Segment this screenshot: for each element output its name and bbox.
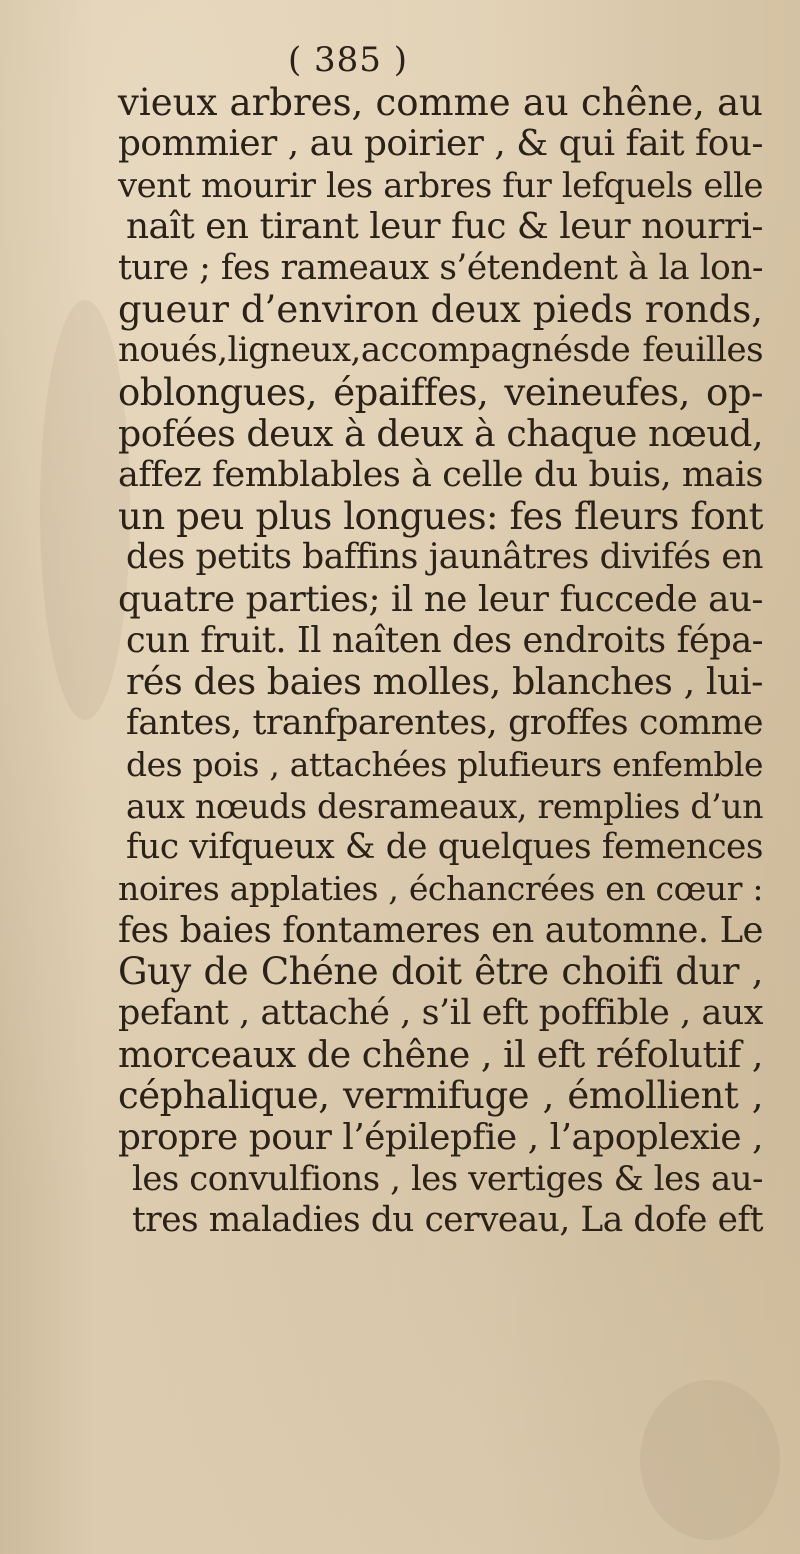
paper-stain [640, 1380, 780, 1540]
text-line: noués,ligneux,accompagnésde feuilles [118, 330, 763, 371]
text-line: pommier , au poirier , & qui fait fou- [118, 123, 763, 165]
text-line: des petits baffins jaunâtres divifés en [126, 537, 763, 578]
text-line: rés des baies molles, blanches , lui- [126, 660, 763, 704]
text-line: vent mourir les arbres fur lefquels elle [118, 165, 763, 205]
text-line: fuc vifqueux & de quelques femences [126, 827, 763, 868]
text-line: des pois , attachées plufieurs enfemble [126, 745, 763, 785]
text-line: affez femblables à celle du buis, mais [118, 454, 763, 495]
body-text [118, 82, 763, 1241]
text-line: fantes, tranfparentes, groffes comme [126, 702, 763, 743]
text-line: quatre parties; il ne leur fuccede au- [118, 578, 763, 620]
paper-stain [40, 300, 130, 720]
text-line: les convulfions , les vertiges & les au- [132, 1159, 763, 1199]
text-line: vieux arbres, comme au chêne, au [118, 81, 763, 124]
text-line: Guy de Chéne doit être choifi dur , [118, 950, 763, 994]
text-line: cun fruit. Il naîten des endroits fépa- [126, 620, 763, 662]
text-line: aux nœuds desrameaux, remplies d’un [126, 786, 763, 826]
page-number: ( 385 ) [287, 40, 409, 80]
text-line: oblongues, épaiffes, veineufes, op- [118, 370, 763, 414]
text-line: gueur d’environ deux pieds ronds, [118, 287, 763, 331]
text-line: morceaux de chêne , il eft réfolutif , [118, 1032, 763, 1076]
text-line: noires applaties , échancrées en cœur : [118, 869, 763, 909]
text-line: pofées deux à deux à chaque nœud, [118, 412, 763, 456]
text-line: propre pour l’épilepfie , l’apoplexie , [118, 1116, 763, 1158]
text-line: céphalique, vermifuge , émollient , [118, 1074, 763, 1118]
text-line: fes baies fontameres en automne. Le [118, 909, 763, 951]
text-line: tres maladies du cerveau, La dofe eft [132, 1199, 763, 1240]
text-line: ture ; fes rameaux s’étendent à la lon- [118, 247, 763, 288]
text-line: pefant , attaché , s’il eft poffible , aux [118, 992, 763, 1033]
text-line: un peu plus longues: fes fleurs font [118, 494, 763, 538]
text-line: naît en tirant leur fuc & leur nourri- [126, 206, 763, 248]
